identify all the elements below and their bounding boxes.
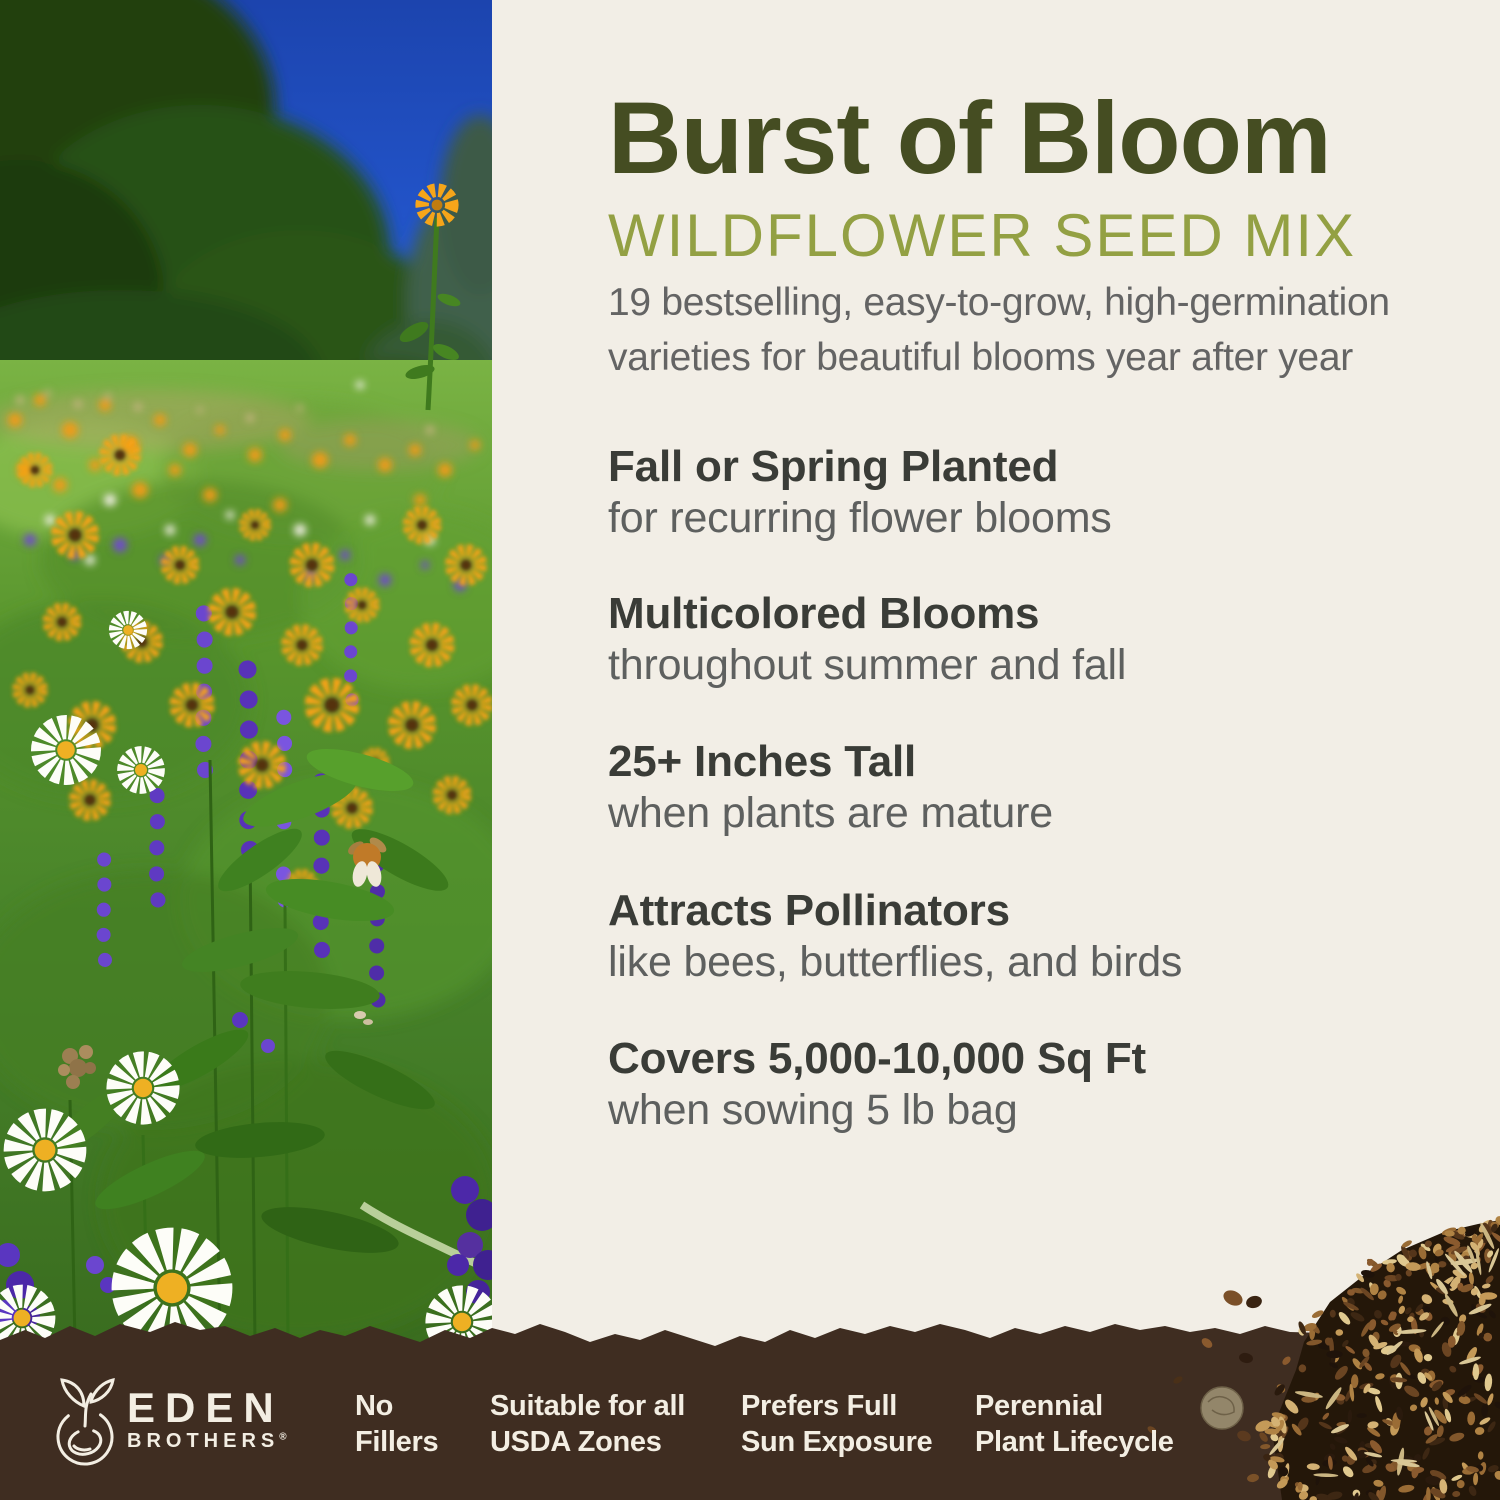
feature-planting-season [608, 442, 1112, 544]
badge-line: USDA Zones [490, 1426, 662, 1458]
badge-line: Perennial [975, 1390, 1103, 1422]
feature-heading: 25+ Inches Tall [608, 737, 917, 786]
badge-line: Sun Exposure [741, 1426, 933, 1458]
feature-bloom-color [608, 589, 1126, 691]
badge-usda-zones [490, 1388, 685, 1460]
registered-mark: ® [279, 1431, 287, 1443]
feature-pollinators [608, 886, 1182, 988]
feature-heading: Attracts Pollinators [608, 886, 1010, 935]
feature-heading: Multicolored Blooms [608, 589, 1040, 638]
brand-name-top: EDEN [127, 1384, 284, 1431]
badge-sun-exposure [741, 1388, 932, 1460]
badge-line: Prefers Full [741, 1390, 897, 1422]
feature-heading: Covers 5,000-10,000 Sq Ft [608, 1034, 1146, 1083]
page-title: Burst of Bloom [608, 81, 1331, 195]
feature-detail: for recurring flower blooms [608, 493, 1112, 542]
eden-brothers-logo-icon [50, 1374, 120, 1470]
badge-no-fillers [355, 1388, 438, 1460]
feature-detail: when sowing 5 lb bag [608, 1085, 1018, 1134]
description-line-1: 19 bestselling, easy-to-grow, high-germination [608, 281, 1390, 324]
badge-line: Suitable for all [490, 1390, 686, 1422]
description-line-2: varieties for beautiful blooms year after year [608, 336, 1353, 380]
feature-detail: like bees, butterflies, and birds [608, 937, 1183, 986]
feature-coverage [608, 1034, 1146, 1136]
feature-heading: Fall or Spring Planted [608, 442, 1059, 491]
wildflower-meadow-photo [0, 0, 492, 1345]
feature-detail: throughout summer and fall [608, 640, 1127, 689]
page-subtitle: WILDFLOWER SEED MIX [608, 202, 1357, 269]
feature-height [608, 737, 1053, 839]
brand-name-bottom: BROTHERS® [127, 1430, 287, 1453]
badge-line: Plant Lifecycle [975, 1426, 1174, 1458]
product-description [608, 275, 1390, 386]
badge-line: Fillers [355, 1426, 439, 1458]
badge-plant-lifecycle [975, 1388, 1174, 1460]
feature-detail: when plants are mature [608, 788, 1053, 837]
badge-line: No [355, 1390, 394, 1422]
eden-brothers-wordmark [127, 1384, 287, 1451]
